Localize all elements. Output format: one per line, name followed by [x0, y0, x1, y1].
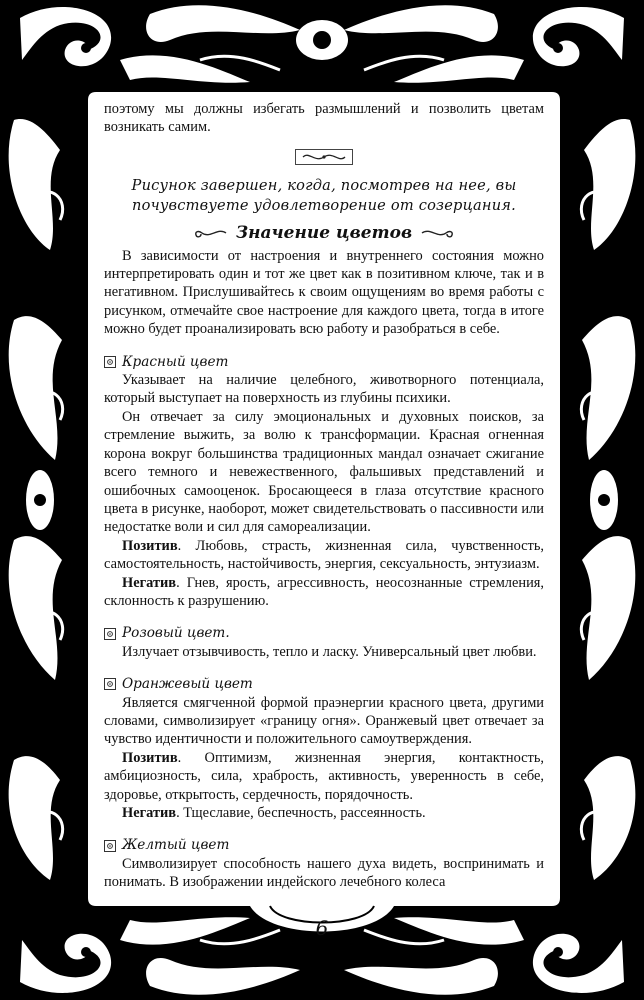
top-paragraph: поэтому мы должны избегать размышлений и позволить цветам возникать самим.: [104, 101, 544, 136]
subheading-pink: [104, 624, 544, 642]
page-content: [104, 100, 544, 892]
negative-text: . Тщеславие, беспечность, рассеянность.: [176, 805, 426, 821]
divider-ornament-icon: [295, 149, 353, 165]
negative-label: Негатив: [122, 805, 177, 821]
pink-paragraph: Излучает отзывчивость, тепло и ласку. Универсальный цвет любви.: [122, 643, 537, 660]
subheading-orange: [104, 675, 544, 693]
red-positive: [104, 537, 544, 574]
flower-bullet-icon: [104, 678, 116, 690]
negative-label: Негатив: [122, 574, 177, 591]
positive-label: Позитив: [122, 749, 178, 766]
red-paragraph-1: Указывает на наличие целебного, животворного потенциала, который выступает на поверхность из глубины психики.: [104, 372, 544, 407]
positive-text: . Оптимизм, жизненная энергия, контактность, амбициозность, сила, храбрость, активность, уверенность в себе, здоровье, открытость, сердечность, порядочность.: [104, 749, 544, 803]
small-ornament: [104, 149, 544, 170]
section-heading: [104, 224, 544, 242]
orange-positive: [104, 749, 544, 804]
orange-negative: [104, 804, 544, 822]
flourish-right-icon: [420, 226, 456, 240]
yellow-heading: Желтый цвет: [122, 837, 230, 854]
orange-paragraph: Является смягченной формой праэнергии красного цвета, другими словами, символизирует «границу огня». Оранжевый цвет отвечает за чувство идентичности и положительного самоутверждения.: [104, 694, 544, 748]
positive-text: . Любовь, страсть, жизненная сила, чувственность, самостоятельность, настойчивость, энергия, сексуальность, энтузиазм.: [104, 537, 544, 573]
section-title: Значение цветов: [235, 223, 413, 244]
epigraph-quote: Рисунок завершен, когда, посмотрев на нее, вы почувствуете удовлетворение от созерцания.: [131, 177, 517, 215]
red-heading: Красный цвет: [122, 353, 229, 370]
flourish-left-icon: [192, 226, 228, 240]
subheading-red: [104, 353, 544, 371]
intro-paragraph: В зависимости от настроения и внутреннего состояния можно интерпретировать один и тот же цвет как в позитивном ключе, так и в негативном. Прислушивайтесь к своим ощущениям во время работы с рисунком, отмечайте свое настроение для каждого цвета, тогда в итоге можно будет проанализировать всю работу и разобраться в себе.: [104, 247, 544, 338]
flower-bullet-icon: [104, 628, 116, 640]
positive-label: Позитив: [122, 537, 178, 554]
yellow-paragraph: Символизирует способность нашего духа видеть, воспринимать и понимать. В изображении индейского лечебного колеса: [104, 855, 544, 891]
flower-bullet-icon: [104, 356, 116, 368]
page-number: 6: [315, 916, 329, 940]
pink-heading: Розовый цвет.: [122, 625, 230, 642]
orange-heading: Оранжевый цвет: [122, 676, 253, 693]
subheading-yellow: [104, 836, 544, 854]
red-paragraph-2: Он отвечает за силу эмоциональных и духовных поисков, за стремление выжить, за волю к трансформации. Красная огненная корона вокруг большинства традиционных мандал означает сжигание всего темного и невежественного, фальшивых представлений и ошибочных самооценок. Бросающееся в глаза отсутствие красного цвета в рисунке, наоборот, может свидетельствовать о пассивности или недостатке воли и сил для самореализации.: [104, 408, 544, 536]
red-negative: [104, 574, 544, 611]
negative-text: . Гнев, ярость, агрессивность, неосознанные стремления, склонность к разрушению.: [104, 574, 544, 609]
flower-bullet-icon: [104, 840, 116, 852]
